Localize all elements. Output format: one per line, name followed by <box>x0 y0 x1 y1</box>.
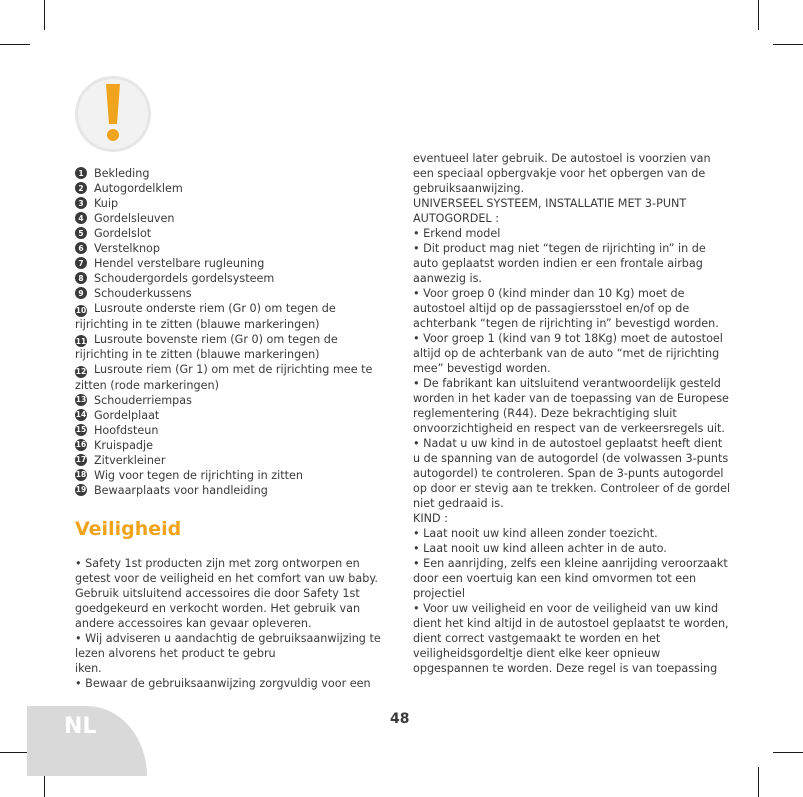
parts-list-item <box>75 256 390 271</box>
paragraph: • Laat nooit uw kind alleen zonder toezicht. <box>413 527 658 540</box>
crop-mark <box>44 0 45 30</box>
parts-list <box>75 166 390 498</box>
part-number-badge: 13 <box>75 395 87 404</box>
page-number: 48 <box>390 711 410 727</box>
parts-list-item <box>75 423 390 438</box>
paragraph: • Voor groep 0 (kind minder dan 10 Kg) moet de autostoel altijd op de passagiersstoel en/of op de achterbank “tegen de rijrichting in” bevestigd worden. <box>413 287 719 330</box>
part-number-badge: 7 <box>75 257 87 269</box>
part-number-badge: 1 <box>75 167 87 179</box>
part-label: Wig voor tegen de rijrichting in zitten <box>94 468 303 482</box>
part-label: Kruispadje <box>94 438 154 452</box>
paragraph: KIND : <box>413 512 448 525</box>
parts-list-item <box>75 362 390 393</box>
part-label: Verstelknop <box>94 242 160 255</box>
parts-list-item <box>75 241 390 256</box>
crop-mark <box>758 0 759 30</box>
crop-mark <box>773 44 803 45</box>
part-label: Gordelsleuven <box>94 212 175 225</box>
exclamation-icon <box>73 74 153 154</box>
paragraph: • Safety 1st producten zijn met zorg ontworpen en getest voor de veiligheid en het comfort van uw baby. Gebruik uitsluitend accessoires die door Safety 1st goedgekeurd en verkocht worden. Het gebruik van andere accessoires kan gevaar opleveren. <box>75 557 378 630</box>
part-label: Lusroute riem (Gr 1) om met de rijrichting mee te zitten (rode markeringen) <box>75 363 373 392</box>
paragraph: • Dit product mag niet “tegen de rijrichting in” in de auto geplaatst worden indien er een frontale airbag aanwezig is. <box>413 242 706 285</box>
part-number-badge: 11 <box>75 336 87 346</box>
paragraph: • Wij adviseren u aandachtig de gebruiksaanwijzing te lezen alvorens het product te gebru iken. <box>75 632 381 675</box>
paragraph: UNIVERSEEL SYSTEEM, INSTALLATIE MET 3-PUNT AUTOGORDEL : <box>413 197 687 225</box>
parts-list-item <box>75 196 390 211</box>
language-tab-label: NL <box>64 714 97 739</box>
paragraph: • Laat nooit uw kind alleen achter in de auto. <box>413 542 667 555</box>
paragraph: • Erkend model <box>413 227 501 240</box>
crop-mark <box>773 752 803 753</box>
part-label: Autogordelklem <box>94 182 183 195</box>
crop-mark <box>758 767 759 797</box>
parts-list-item <box>75 226 390 241</box>
part-label: Schoudergordels gordelsysteem <box>94 272 275 285</box>
part-number-badge: 19 <box>75 485 87 494</box>
part-label: Zitverkleiner <box>94 453 166 467</box>
part-number-badge: 17 <box>75 455 87 464</box>
parts-list-item <box>75 211 390 226</box>
paragraph: • Nadat u uw kind in de autostoel geplaatst heeft dient u de spanning van de autogordel (de volwassen 3-punts autogordel) te controleren. Span de 3-punts autogordel op door er stevig aan te trekken. Controleer of de gordel niet gedraaid is. <box>413 437 731 510</box>
part-label: Lusroute bovenste riem (Gr 0) om tegen de rijrichting in te zitten (blauwe markeringen) <box>75 332 338 361</box>
parts-list-item <box>75 271 390 286</box>
parts-list-item <box>75 166 390 181</box>
part-label: Bekleding <box>94 167 150 180</box>
part-label: Kuip <box>94 197 119 210</box>
parts-list-item <box>75 453 390 468</box>
part-label: Gordelplaat <box>94 408 160 422</box>
parts-list-item <box>75 286 390 301</box>
paragraph: • Voor groep 1 (kind van 9 tot 18Kg) moet de autostoel altijd op de achterbank van de auto “met de rijrichting mee” bevestigd worden. <box>413 332 723 375</box>
paragraph: • Voor uw veiligheid en voor de veiligheid van uw kind dient het kind altijd in de autostoel geplaatst te worden, dient correct vastgemaakt te worden en het veiligheidsgordeltje dient elke keer opnieuw opgespannen te worden. Deze regel is van toepassing <box>413 602 729 675</box>
part-number-badge: 15 <box>75 425 87 434</box>
part-label: Hendel verstelbare rugleuning <box>94 257 265 270</box>
parts-list-item <box>75 438 390 453</box>
part-label: Gordelslot <box>94 227 152 240</box>
part-label: Bewaarplaats voor handleiding <box>94 483 268 497</box>
part-number-badge: 10 <box>75 306 87 315</box>
crop-mark <box>0 752 30 753</box>
paragraph: • Een aanrijding, zelfs een kleine aanrijding veroorzaakt door een voertuig kan een kind omvormen tot een projectiel <box>413 557 728 600</box>
part-label: Hoofdsteun <box>94 423 159 437</box>
part-number-badge: 5 <box>75 227 87 239</box>
part-number-badge: 16 <box>75 440 87 449</box>
parts-list-item <box>75 483 390 498</box>
section-title: Veiligheid <box>75 518 182 540</box>
part-number-badge: 4 <box>75 212 87 224</box>
right-body-text <box>413 151 731 676</box>
parts-list-item <box>75 332 390 363</box>
part-label: Schouderriempas <box>94 393 192 407</box>
parts-list-item <box>75 468 390 483</box>
left-body-text <box>75 556 390 691</box>
part-number-badge: 3 <box>75 197 87 209</box>
part-label: Lusroute onderste riem (Gr 0) om tegen de rijrichting in te zitten (blauwe markeringen) <box>75 302 336 331</box>
part-number-badge: 9 <box>75 287 87 299</box>
part-number-badge: 6 <box>75 242 87 254</box>
paragraph: eventueel later gebruik. De autostoel is voorzien van een speciaal opbergvakje voor het opbergen van de gebruiksaanwijzing. <box>413 152 711 195</box>
crop-mark <box>0 44 30 45</box>
part-number-badge: 18 <box>75 470 87 479</box>
parts-list-item <box>75 181 390 196</box>
part-label: Schouderkussens <box>94 287 192 300</box>
part-number-badge: 14 <box>75 410 87 419</box>
part-number-badge: 12 <box>75 367 87 376</box>
part-number-badge: 8 <box>75 272 87 284</box>
parts-list-item <box>75 393 390 408</box>
part-number-badge: 2 <box>75 182 87 194</box>
paragraph: • De fabrikant kan uitsluitend verantwoordelijk gesteld worden in het kader van de toepassing van de Europese reglementering (R44). Deze bekrachtiging sluit onvoorzichtigheid en respect van de verkeersregels uit. <box>413 377 729 435</box>
paragraph: • Bewaar de gebruiksaanwijzing zorgvuldig voor een <box>75 677 371 690</box>
parts-list-item <box>75 408 390 423</box>
parts-list-item <box>75 301 390 332</box>
